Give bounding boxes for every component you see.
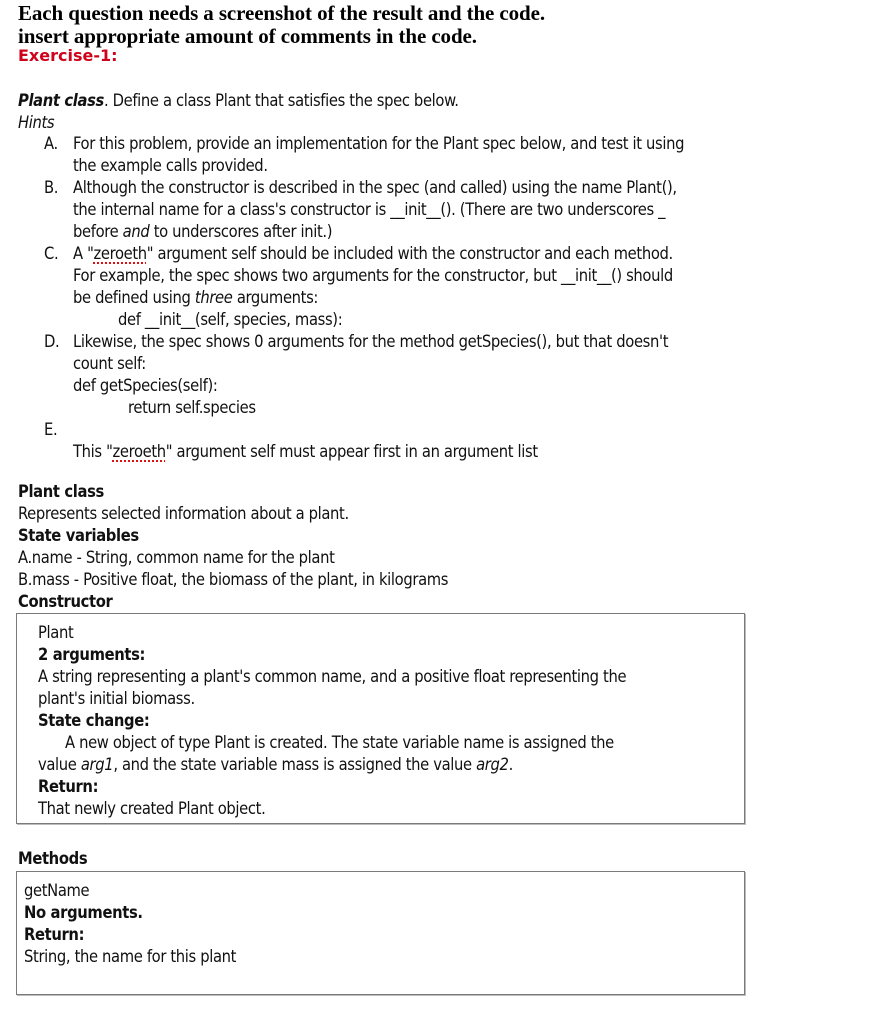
hint-d-line-1: Likewise, the spec shows 0 arguments for the method getSpecies(), but that doesn't xyxy=(73,332,669,351)
arg2: arg2 xyxy=(476,755,509,774)
intro-lead: Plant class xyxy=(18,91,104,110)
hint-b-line-1: Although the constructor is described in the spec (and called) using the name Plant(), xyxy=(73,178,677,197)
instruction-line-1: Each question needs a screenshot of the result and the code. xyxy=(18,1,545,25)
text: " argument self must appear first in an argument list xyxy=(165,442,538,461)
text: arguments: xyxy=(232,288,319,307)
hint-b xyxy=(44,177,844,243)
hint-b-line-2: the internal name for a class's constructor is __init__(). (There are two underscores _ xyxy=(73,200,666,219)
emphasis: three xyxy=(194,288,233,307)
text: , and the state variable mass is assigned the value xyxy=(113,755,477,774)
text: " argument self should be included with the constructor and each method. xyxy=(146,244,673,263)
hint-letter: A. xyxy=(44,134,58,153)
text: before xyxy=(73,222,123,241)
instruction-line-2: insert appropriate amount of comments in the code. xyxy=(18,24,477,48)
methods-heading: Methods xyxy=(18,849,88,868)
spec-section xyxy=(18,481,758,613)
text: to underscores after init.) xyxy=(149,222,333,241)
spacer xyxy=(73,419,844,441)
constructor-box xyxy=(16,613,745,824)
state-variables-heading: State variables xyxy=(18,526,139,545)
methods-box xyxy=(16,871,745,995)
hints-list xyxy=(44,133,844,463)
text: be defined using xyxy=(73,288,195,307)
state-change-line-2 xyxy=(38,754,744,776)
class-description: Represents selected information about a plant. xyxy=(18,504,349,523)
state-variable: B.mass - Positive float, the biomass of the plant, in kilograms xyxy=(18,570,449,589)
hint-d-line-2: count self: xyxy=(73,354,146,373)
code-snippet: def __init__(self, species, mass): xyxy=(118,310,343,329)
return-text: That newly created Plant object. xyxy=(38,799,266,818)
state-variable: A.name - String, common name for the plant xyxy=(18,548,335,567)
hint-a-line-1: For this problem, provide an implementation for the Plant spec below, and test it using xyxy=(73,134,685,153)
state-change-heading: State change: xyxy=(38,711,150,730)
hint-d xyxy=(44,331,844,419)
hint-letter: B. xyxy=(44,178,59,197)
method-args: No arguments. xyxy=(24,903,143,922)
hint-letter: D. xyxy=(44,332,60,351)
state-change-line-1: A new object of type Plant is created. The state variable name is assigned the xyxy=(65,733,614,752)
intro-line xyxy=(18,90,459,112)
text: This " xyxy=(73,442,113,461)
constructor-name: Plant xyxy=(38,623,74,642)
spellcheck-underlined-word: zeroeth xyxy=(93,244,147,263)
hint-e-line xyxy=(73,441,844,463)
return-heading: Return: xyxy=(38,777,99,796)
hint-e xyxy=(44,419,844,463)
exercise-title: Exercise-1: xyxy=(18,46,118,65)
method-return-heading: Return: xyxy=(24,925,85,944)
text: A " xyxy=(73,244,94,263)
spellcheck-underlined-word: zeroeth xyxy=(112,442,166,461)
hint-c-line-2: For example, the spec shows two arguments for the constructor, but __init__() should xyxy=(73,266,673,285)
arguments-heading: 2 arguments: xyxy=(38,645,146,664)
arguments-line-2: plant's initial biomass. xyxy=(38,689,195,708)
method-return-text: String, the name for this plant xyxy=(24,947,237,966)
hint-c-line-3 xyxy=(73,287,844,309)
intro xyxy=(18,90,459,134)
text: . xyxy=(508,755,513,774)
hint-letter: C. xyxy=(44,244,59,263)
arg1: arg1 xyxy=(80,755,114,774)
intro-rest: . Define a class Plant that satisfies the spec below. xyxy=(103,91,459,110)
constructor-heading: Constructor xyxy=(18,592,113,611)
emphasis: and xyxy=(122,222,150,241)
hint-b-line-3 xyxy=(73,221,844,243)
class-heading: Plant class xyxy=(18,482,104,501)
hints-label: Hints xyxy=(18,113,55,132)
method-name: getName xyxy=(24,881,90,900)
text: value xyxy=(38,755,81,774)
arguments-line-1: A string representing a plant's common name, and a positive float representing the xyxy=(38,667,627,686)
hint-a-line-2: the example calls provided. xyxy=(73,156,268,175)
hint-c-line-1 xyxy=(73,243,844,265)
hint-letter: E. xyxy=(44,420,58,439)
code-snippet: def getSpecies(self): xyxy=(73,376,218,395)
hint-a xyxy=(44,133,844,177)
hint-c xyxy=(44,243,844,331)
code-snippet: return self.species xyxy=(128,398,256,417)
